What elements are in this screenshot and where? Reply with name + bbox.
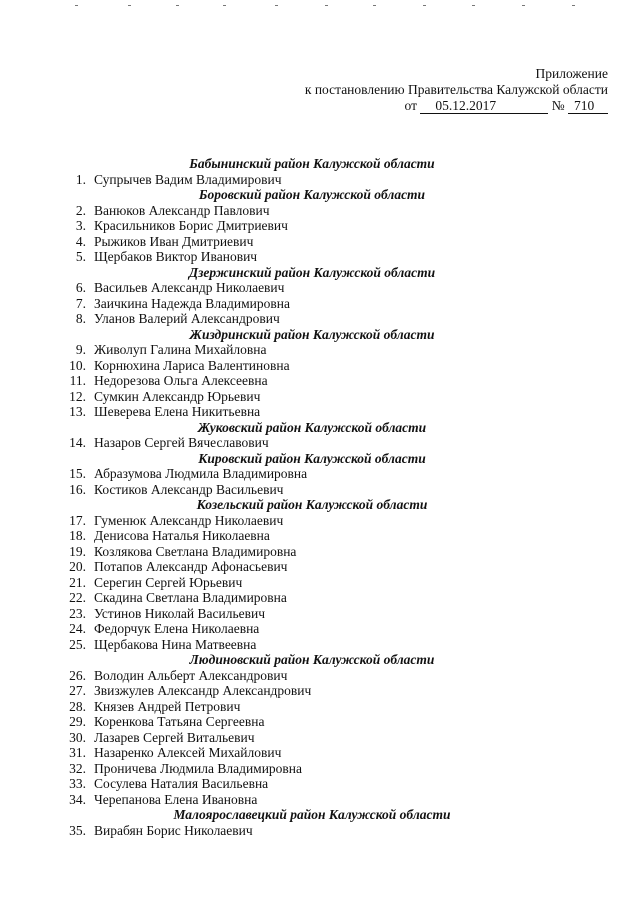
person-name: Красильников Борис Дмитриевич <box>94 218 288 233</box>
item-number: 19. <box>69 543 86 559</box>
person-name: Серегин Сергей Юрьевич <box>94 574 243 590</box>
item-number: 22. <box>69 590 86 605</box>
item-number: 35. <box>69 822 86 838</box>
person-name: Живолуп Галина Михайловна <box>94 342 267 357</box>
item-number: 6. <box>75 280 86 295</box>
list-item <box>64 575 560 591</box>
person-name: Гуменюк Александр Николаевич <box>94 512 284 528</box>
person-name: Проничева Людмила Владимировна <box>94 760 303 776</box>
item-number: 23. <box>69 605 86 621</box>
item-number: 15. <box>69 466 86 481</box>
list-item <box>64 404 560 420</box>
person-name: Щербаков Виктор Иванович <box>94 249 258 264</box>
district-heading: Людиновский район Калужской области <box>189 652 435 667</box>
person-name: Сумкин Александр Юрьевич <box>94 388 261 404</box>
item-number: 11. <box>69 373 86 388</box>
list-item <box>64 358 560 374</box>
person-name: Федорчук Елена Николаевна <box>94 621 260 636</box>
item-number: 2. <box>75 202 86 218</box>
item-number: 10. <box>69 357 86 373</box>
person-name: Супрычев Вадим Владимирович <box>94 171 282 187</box>
person-name: Корнюхина Лариса Валентиновна <box>94 357 290 373</box>
person-name: Звизжулев Александр Александрович <box>94 683 312 698</box>
appendix-header <box>305 66 608 114</box>
item-number: 28. <box>69 698 86 714</box>
list-item <box>64 311 560 327</box>
person-name: Князев Андрей Петрович <box>94 698 241 714</box>
list-item <box>64 668 560 684</box>
scan-edge-marks <box>0 0 640 12</box>
date-prefix: от <box>404 98 417 113</box>
list-item <box>64 528 560 544</box>
list-item <box>64 280 560 296</box>
person-name: Заичкина Надежда Владимировна <box>94 295 290 311</box>
item-number: 32. <box>69 760 86 776</box>
list-item <box>64 296 560 312</box>
list-item <box>64 621 560 637</box>
district-heading: Дзержинский район Калужской области <box>188 264 436 280</box>
person-name: Щербакова Нина Матвеевна <box>94 636 257 652</box>
item-number: 25. <box>69 636 86 652</box>
item-number: 1. <box>75 171 86 187</box>
item-number: 21. <box>69 574 86 590</box>
list-item <box>64 606 560 622</box>
list-item <box>64 172 560 188</box>
item-number: 29. <box>69 714 86 729</box>
item-number: 26. <box>69 667 86 683</box>
list-item <box>64 389 560 405</box>
item-number: 12. <box>69 388 86 404</box>
item-number: 5. <box>75 249 86 264</box>
list-item <box>64 513 560 529</box>
item-number: 13. <box>69 404 86 419</box>
item-number: 27. <box>69 683 86 698</box>
district-heading: Малоярославецкий район Калужской области <box>173 807 451 822</box>
list-item <box>64 466 560 482</box>
list-item <box>64 699 560 715</box>
person-name: Рыжиков Иван Дмитриевич <box>94 233 254 249</box>
list-item <box>64 761 560 777</box>
person-name: Уланов Валерий Александрович <box>94 311 280 326</box>
item-number: 7. <box>75 295 86 311</box>
list-item <box>64 730 560 746</box>
list-item <box>64 590 560 606</box>
person-name: Недорезова Ольга Алексеевна <box>94 373 268 388</box>
district-heading: Боровский район Калужской области <box>198 187 426 202</box>
person-name: Костиков Александр Васильевич <box>94 481 284 497</box>
list-item <box>64 792 560 808</box>
resolution-date: 05.12.2017 <box>420 99 548 114</box>
person-name: Потапов Александр Афонасьевич <box>94 559 288 574</box>
item-number: 8. <box>75 311 86 326</box>
person-name: Устинов Николай Васильевич <box>94 605 266 621</box>
item-number: 17. <box>69 512 86 528</box>
appendix-date-number <box>305 98 608 114</box>
list-item <box>64 203 560 219</box>
person-name: Назаренко Алексей Михайлович <box>94 745 282 760</box>
item-number: 33. <box>69 776 86 791</box>
item-number: 31. <box>69 745 86 760</box>
list-item <box>64 218 560 234</box>
list-item <box>64 342 560 358</box>
list-item <box>64 373 560 389</box>
item-number: 34. <box>69 791 86 807</box>
list-item <box>64 637 560 653</box>
list-item <box>64 714 560 730</box>
person-name: Васильев Александр Николаевич <box>94 280 285 295</box>
person-name: Лазарев Сергей Витальевич <box>94 729 255 745</box>
list-item <box>64 435 560 451</box>
item-number: 18. <box>69 528 86 543</box>
list-item <box>64 559 560 575</box>
item-number: 9. <box>75 342 86 357</box>
district-heading: Жуковский район Калужской области <box>197 419 427 435</box>
person-name: Назаров Сергей Вячеславович <box>94 435 269 450</box>
person-name: Коренкова Татьяна Сергеевна <box>94 714 265 729</box>
list-item <box>64 745 560 761</box>
list-item <box>64 234 560 250</box>
resolution-number: 710 <box>568 99 608 114</box>
appendix-resolution-ref: к постановлению Правительства Калужской области <box>304 82 608 97</box>
list-item <box>64 249 560 265</box>
person-name: Сосулева Наталия Васильевна <box>94 776 269 791</box>
district-heading: Бабынинский район Калужской области <box>189 156 435 171</box>
list-item <box>64 544 560 560</box>
district-heading: Козельский район Калужской области <box>196 497 428 512</box>
item-number: 30. <box>69 729 86 745</box>
list-item <box>64 776 560 792</box>
person-name: Володин Альберт Александрович <box>94 667 288 683</box>
appendix-title: Приложение <box>535 66 608 81</box>
item-number: 16. <box>69 481 86 497</box>
list-item <box>64 683 560 699</box>
list-item <box>64 823 560 839</box>
list-item <box>64 482 560 498</box>
item-number: 3. <box>75 218 86 233</box>
district-heading: Кировский район Калужской области <box>198 450 426 466</box>
person-name: Шеверева Елена Никитьевна <box>94 404 261 419</box>
district-people-list <box>64 156 560 838</box>
person-name: Черепанова Елена Ивановна <box>94 791 258 807</box>
item-number: 20. <box>69 559 86 574</box>
district-heading: Жиздринский район Калужской области <box>189 326 435 342</box>
person-name: Козлякова Светлана Владимировна <box>94 543 297 559</box>
person-name: Вирабян Борис Николаевич <box>94 822 253 838</box>
person-name: Абразумова Людмила Владимировна <box>94 466 308 481</box>
item-number: 24. <box>69 621 86 636</box>
person-name: Денисова Наталья Николаевна <box>94 528 270 543</box>
person-name: Ванюков Александр Павлович <box>94 202 270 218</box>
person-name: Скадина Светлана Владимировна <box>94 590 287 605</box>
item-number: 14. <box>69 435 86 450</box>
number-prefix: № <box>551 98 565 113</box>
item-number: 4. <box>75 233 86 249</box>
